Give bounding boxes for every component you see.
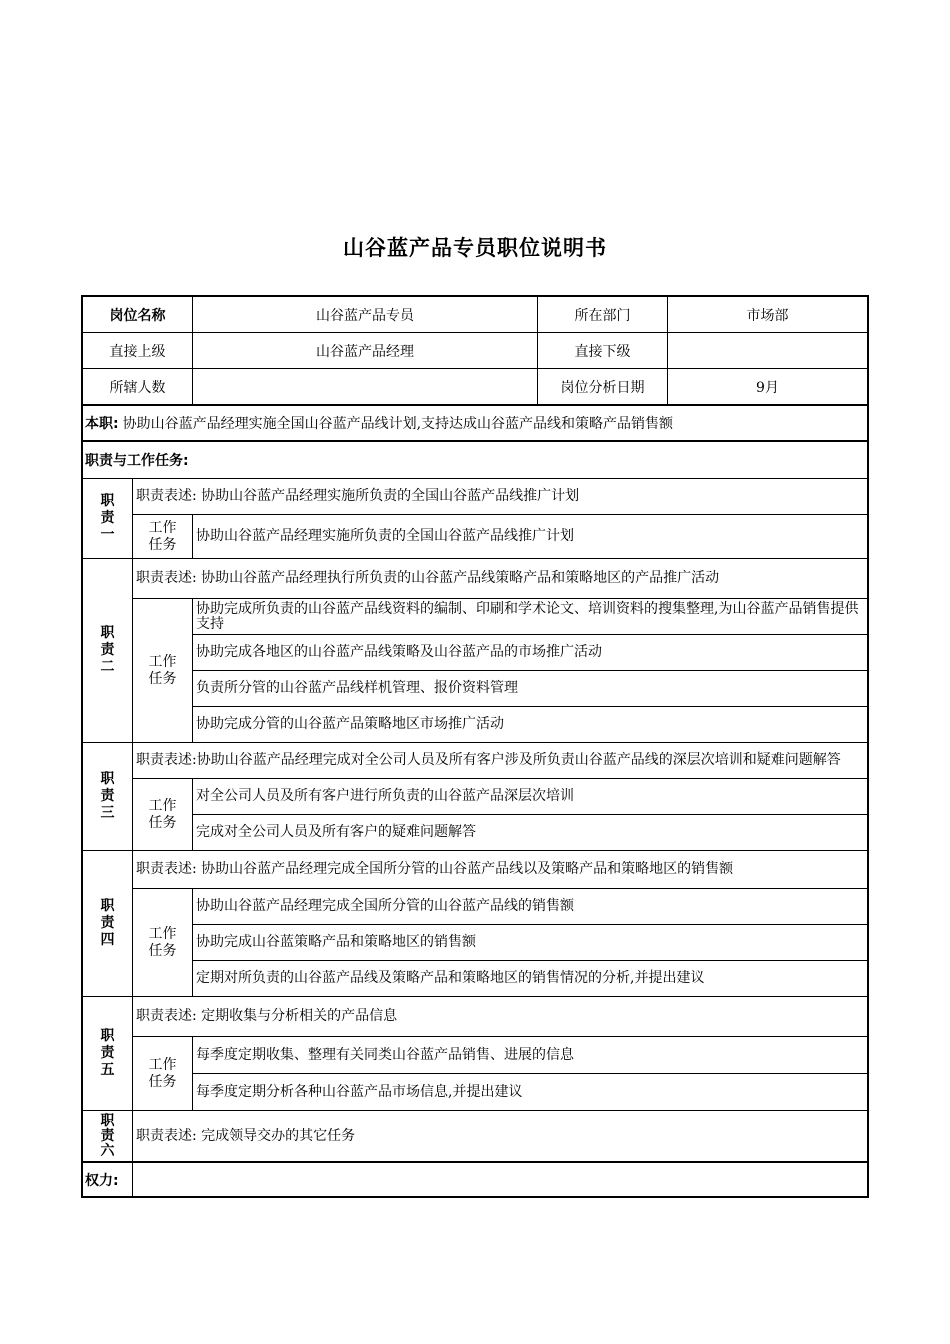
duty-5-task-2: 每季度定期分析各种山谷蓝产品市场信息,并提出建议	[193, 1074, 867, 1111]
duty-5-statement: 职责表述: 定期收集与分析相关的产品信息	[133, 997, 867, 1037]
authority-label: 权力:	[85, 1172, 119, 1189]
duty-3-label-cell	[83, 743, 133, 851]
duty-2-label-cell	[83, 559, 133, 743]
duty-6-label-cell	[83, 1111, 133, 1163]
duty-4-task-label-cell	[133, 889, 193, 997]
position-name-value: 山谷蓝产品专员	[193, 297, 538, 333]
department-value: 市场部	[668, 297, 867, 333]
duty-4-label: 职责四	[100, 898, 115, 948]
duty-3-task-label-cell	[133, 779, 193, 851]
duty-1-task-1: 协助山谷蓝产品经理实施所负责的全国山谷蓝产品线推广计划	[193, 515, 867, 559]
duty-5-label: 职责五	[100, 1028, 115, 1078]
duty-2-task-3: 负责所分管的山谷蓝产品线样机管理、报价资料管理	[193, 671, 867, 707]
duty-4-statement: 职责表述: 协助山谷蓝产品经理完成全国所分管的山谷蓝产品线以及策略产品和策略地区的销售额	[133, 851, 867, 889]
supervisor-label: 直接上级	[83, 333, 193, 369]
duty-2-statement: 职责表述: 协助山谷蓝产品经理执行所负责的山谷蓝产品线策略产品和策略地区的产品推广活动	[133, 559, 867, 599]
supervisor-value: 山谷蓝产品经理	[193, 333, 538, 369]
managed-count-value	[193, 369, 538, 406]
duty-3-statement: 职责表述:协助山谷蓝产品经理完成对全公司人员及所有客户涉及所负责山谷蓝产品线的深层次培训和疑难问题解答	[133, 743, 867, 779]
authority-divider	[132, 1163, 133, 1196]
duty-5-task-label: 工作任务	[148, 1056, 177, 1090]
main-duty-label: 本职:	[85, 416, 119, 432]
analysis-date-label: 岗位分析日期	[538, 369, 668, 406]
duty-3-task-1: 对全公司人员及所有客户进行所负责的山谷蓝产品深层次培训	[193, 779, 867, 815]
duty-2-label: 职责二	[100, 625, 115, 675]
analysis-date-value: 9月	[668, 369, 867, 406]
duty-2-task-4: 协助完成分管的山谷蓝产品策略地区市场推广活动	[193, 707, 867, 743]
department-label: 所在部门	[538, 297, 668, 333]
duty-3-label: 职责三	[100, 771, 115, 821]
duty-6-label: 职责六	[100, 1112, 115, 1159]
duty-1-task-label: 工作任务	[148, 519, 177, 553]
duty-2-task-2: 协助完成各地区的山谷蓝产品线策略及山谷蓝产品的市场推广活动	[193, 635, 867, 671]
duty-3-task-label: 工作任务	[148, 797, 177, 831]
duty-4-task-1: 协助山谷蓝产品经理完成全国所分管的山谷蓝产品线的销售额	[193, 889, 867, 925]
duty-4-task-3: 定期对所负责的山谷蓝产品线及策略产品和策略地区的销售情况的分析,并提出建议	[193, 961, 867, 997]
duties-heading: 职责与工作任务:	[83, 442, 867, 479]
duty-4-label-cell	[83, 851, 133, 997]
duty-2-task-label: 工作任务	[148, 653, 177, 687]
managed-count-label: 所辖人数	[83, 369, 193, 406]
duty-6-statement: 职责表述: 完成领导交办的其它任务	[133, 1111, 867, 1163]
subordinate-value	[668, 333, 867, 369]
duty-5-task-label-cell	[133, 1037, 193, 1111]
duty-1-statement: 职责表述: 协助山谷蓝产品经理实施所负责的全国山谷蓝产品线推广计划	[133, 479, 867, 515]
duty-5-label-cell	[83, 997, 133, 1111]
duty-4-task-label: 工作任务	[148, 925, 177, 959]
main-duty-row	[83, 406, 867, 442]
duty-1-label-cell	[83, 479, 133, 559]
duty-1-task-label-cell	[133, 515, 193, 559]
job-description-table	[81, 295, 869, 1198]
duty-2-task-label-cell	[133, 599, 193, 743]
duty-1-label: 职责一	[100, 493, 115, 543]
duty-5-task-1: 每季度定期收集、整理有关同类山谷蓝产品销售、进展的信息	[193, 1037, 867, 1074]
duty-2-task-1: 协助完成所负责的山谷蓝产品线资料的编制、印刷和学术论文、培训资料的搜集整理,为山谷蓝产品销售提供支持	[193, 599, 867, 635]
page-title: 山谷蓝产品专员职位说明书	[343, 236, 607, 260]
duty-3-task-2: 完成对全公司人员及所有客户的疑难问题解答	[193, 815, 867, 851]
main-duty-text: 协助山谷蓝产品经理实施全国山谷蓝产品线计划,支持达成山谷蓝产品线和策略产品销售额	[122, 416, 674, 432]
duty-4-task-2: 协助完成山谷蓝策略产品和策略地区的销售额	[193, 925, 867, 961]
subordinate-label: 直接下级	[538, 333, 668, 369]
position-name-label: 岗位名称	[83, 297, 193, 333]
